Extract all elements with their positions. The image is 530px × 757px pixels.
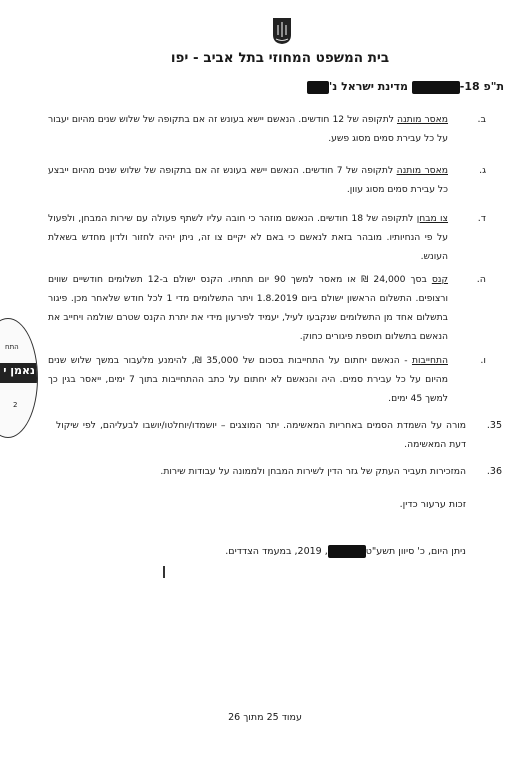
case-parties: מדינת ישראל נ' <box>328 80 408 93</box>
paragraph-b <box>48 110 486 148</box>
paragraph-text: המזכירות תעביר העתק של גזר הדין לשירות המבחן ולממונה על עבודות שירות. <box>160 466 466 477</box>
judge-stamp <box>0 318 38 438</box>
page-number: עמוד 25 מתוך 26 <box>228 712 302 723</box>
paragraph-number: ה. <box>476 274 486 285</box>
redaction-block <box>412 81 460 94</box>
paragraph-label: מאסר מותנה <box>396 114 449 125</box>
paragraph-number: ד. <box>477 213 486 224</box>
paragraph-text: לתקופה של 12 חודשים. הנאשם יישא בעונש זה אם בתקופה של שלוש שנים מהיום יעבור על כל עבירת סמים מסוג פשע. <box>48 114 448 144</box>
stamp-name: נאמן י <box>3 364 35 377</box>
case-number-line <box>184 80 504 94</box>
court-title: בית המשפט המחוזי בתל אביב - יפו <box>170 50 390 66</box>
paragraph-text: בסך 24,000 ₪ או מאסר למשך 90 יום תחתיו. הקנס ישולם ב-12 תשלומים חודשיים שווים ורצופים. התשלום הראשון ישולם ביום 1.8.2019 ויתר התשלומים מדי 1 לכל חודש שלאחר מכן. פיגור בתשלום אחד מן התשלומים שנקבעו לעיל, יעמיד לפירעון מידי את יתרת הקנס שטרם שולמה ויחייב את הנאשם בתשלום תוספת פיגורים כחוק. <box>48 274 448 342</box>
pen-mark <box>163 566 165 578</box>
given-suffix: , 2019, במעמד הצדדים. <box>225 546 328 557</box>
paragraph-label: התחייבות <box>411 355 448 366</box>
paragraph-text: לתקופה של 7 חודשים. הנאשם יישא בעונש זה אם בתקופה של שלוש שנים מהיום ייבצע כל עבירת סמים מסוג עוון. <box>48 165 448 195</box>
paragraph-text: מורה על השמדת הסמים באחריות המאשימה. יתר המוצגים – יושמדו/יוחלטו/יושבו לבעליהם, לפי שיקול דעת המאשימה. <box>56 420 466 450</box>
paragraph-35 <box>56 416 502 454</box>
paragraph-number: ו. <box>480 355 486 366</box>
paragraph-number: 36. <box>486 466 502 477</box>
case-prefix: ת"פ 18- <box>459 80 504 93</box>
given-line <box>196 545 466 558</box>
paragraph-label: צו מבחן <box>416 213 449 224</box>
appeal-rights: זכות ערעור כדין. <box>399 499 466 510</box>
state-emblem-icon <box>271 15 293 45</box>
stamp-top-text: התח <box>5 343 19 351</box>
paragraph-36 <box>56 462 502 481</box>
paragraph-number: ב. <box>477 114 486 125</box>
paragraph-d <box>48 209 486 266</box>
paragraph-text: לתקופה של 18 חודשים. הנאשם מוזהר כי חובה עליו לשתף פעולה עם שירות המבחן, ולפעול על פי הנחיותיו. מובהר בזאת לנאשם כי באם לא יקיים צו זה, ניתן יהיה לחזור ולדון מחדש בשאלת העונש. <box>48 213 448 262</box>
paragraph-label: מאסר מותנה <box>396 165 448 176</box>
paragraph-g <box>48 161 486 199</box>
paragraph-label: קנס <box>431 274 448 285</box>
paragraph-number: 35. <box>486 420 502 431</box>
redaction-block <box>328 545 366 558</box>
paragraph-v <box>48 351 486 408</box>
given-prefix: ניתן היום, כ' סיוון תשע"ט <box>365 546 466 557</box>
paragraph-number: ג. <box>479 165 486 176</box>
paragraph-h <box>48 270 486 346</box>
paragraph-text: - הנאשם יחתום על התחייבות בסכום של 35,000 ₪, להימנע מלעבור במשך שלוש שנים מהיום על כל עבירת סמים. היה והנאשם לא יחתום על כתב ההתחייבות בתוך 7 ימים, ייאסר בגין כך למשך 45 ימים. <box>48 355 448 404</box>
redaction-block <box>307 81 329 94</box>
stamp-bottom-text: 2 <box>13 401 18 409</box>
